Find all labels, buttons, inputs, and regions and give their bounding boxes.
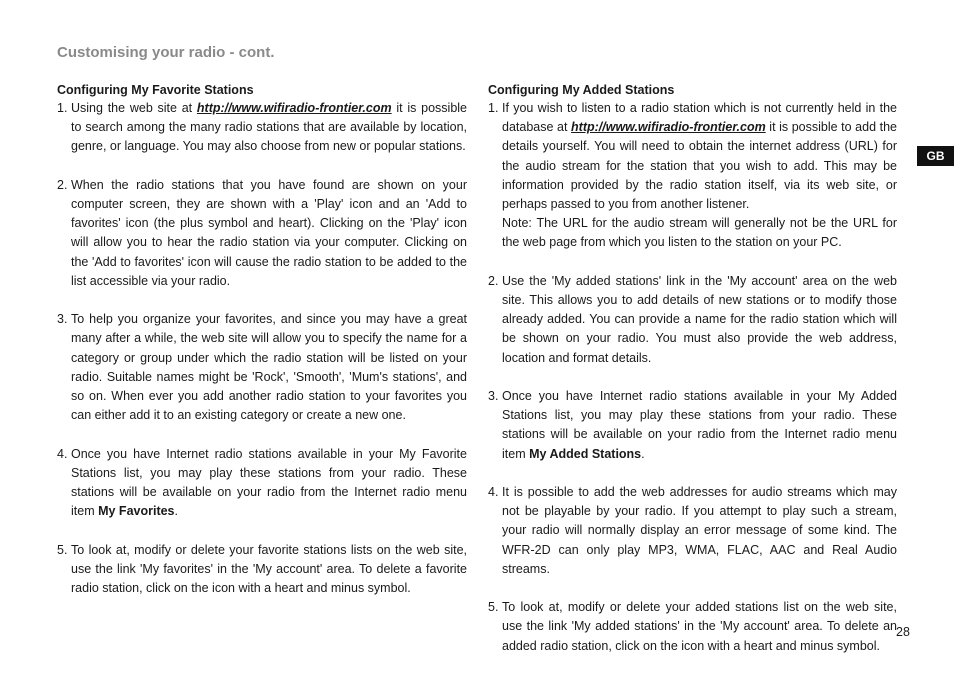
item-text: To look at, modify or delete your added stations list on the web site, use the link 'My added stations' in the 'My account' area. To delete an added radio station, click on the icon with a heart and minus symbol. <box>502 600 897 653</box>
right-item-2 <box>488 272 897 368</box>
text-segment: Using the web site at <box>71 101 197 115</box>
item-number: 2. <box>488 273 499 288</box>
item-number: 4. <box>57 446 68 461</box>
text-segment: If you wish to listen to a radio station which is not currently held in the database at <box>502 101 897 135</box>
right-item-4 <box>488 483 897 579</box>
text-segment: it is possible to add the details yourself. You will need to obtain the internet address (URL) for the audio stream for the station that you wish to add. This may be information provided by the radio station itself, via its web site, or perhaps passed to you from another listener. <box>502 120 897 212</box>
item-text: When the radio stations that you have found are shown on your computer screen, they are shown with a 'Play' icon and an 'Add to favorites' icon (the plus symbol and heart). Clicking on the 'Play' icon will allow you to hear the radio station via your computer. Clicking on the 'Add to favorites' icon will cause the radio station to be added to the list accessible via your radio. <box>71 177 467 288</box>
left-item-3 <box>57 310 467 425</box>
item-number: 1. <box>488 101 499 115</box>
item-number: 5. <box>488 600 499 615</box>
menu-item-name: My Added Stations <box>529 446 642 461</box>
item-text: To help you organize your favorites, and since you may have a great many after a while, the web site will allow you to specify the name for a category or group under which the radio station will be listed on your radio. Suitable names might be 'Rock', 'Smooth', 'Mum's stations', and so on. When ever you add another radio station to your favorites you can either add it to an existing category or create a new one. <box>71 312 467 423</box>
right-heading: Configuring My Added Stations <box>488 83 675 97</box>
left-column <box>57 82 467 617</box>
text-segment: Once you have Internet radio stations available in your My Added Stations list, you may play these stations from your radio. These stations will be available on your radio from the Internet radio menu item <box>502 389 897 461</box>
text-segment: it is possible to search among the many radio stations that are available by location, genre, or language. You may also choose from new or popular stations. <box>71 101 467 154</box>
text-segment: Once you have Internet radio stations available in your My Favorite Stations list, you may play these stations from your radio. These stations will be available on your radio from the Internet radio menu item <box>71 446 467 519</box>
right-column <box>488 82 897 675</box>
item-text: It is possible to add the web addresses for audio streams which may not be playable by your radio. If you attempt to play such a stream, your radio will normally display an error message of some kind. The WFR-2D can only play MP3, WMA, FLAC, AAC and Real Audio streams. <box>502 485 897 576</box>
website-link[interactable]: http://www.wifiradio-frontier.com <box>571 120 766 135</box>
text-segment: . <box>174 504 178 519</box>
item-text <box>71 99 467 157</box>
item-number: 4. <box>488 485 499 500</box>
page-number: 28 <box>896 625 910 639</box>
left-item-5 <box>57 541 467 599</box>
note-text: Note: The URL for the audio stream will generally not be the URL for the web page from which you listen to the station on your PC. <box>502 216 897 250</box>
right-item-5 <box>488 598 897 656</box>
page-title: Customising your radio - cont. <box>57 44 275 61</box>
item-number: 2. <box>57 177 68 192</box>
item-number: 3. <box>57 312 68 327</box>
item-text <box>502 99 897 253</box>
item-text <box>71 445 467 522</box>
language-tab: GB <box>917 146 954 166</box>
item-text: To look at, modify or delete your favorite stations lists on the web site, use the link 'My favorites' in the 'My account' area. To delete a favorite radio station, click on the icon with a heart and minus symbol. <box>71 542 467 596</box>
left-item-1 <box>57 99 467 157</box>
left-item-4 <box>57 445 467 522</box>
left-heading: Configuring My Favorite Stations <box>57 83 254 97</box>
text-segment: . <box>641 446 645 461</box>
item-number: 1. <box>57 101 68 115</box>
website-link[interactable]: http://www.wifiradio-frontier.com <box>196 101 392 115</box>
menu-item-name: My Favorites <box>98 504 175 519</box>
item-text: Use the 'My added stations' link in the 'My account' area on the web site. This allows you to add details of new stations or to modify those already added. You can provide a name for the radio station which will be shown on your radio. You must also provide the web address, location and format details. <box>502 273 897 365</box>
item-text <box>502 387 897 464</box>
item-number: 5. <box>57 542 68 557</box>
item-number: 3. <box>488 389 499 404</box>
left-item-2 <box>57 176 467 291</box>
right-item-3 <box>488 387 897 464</box>
right-item-1 <box>488 99 897 253</box>
